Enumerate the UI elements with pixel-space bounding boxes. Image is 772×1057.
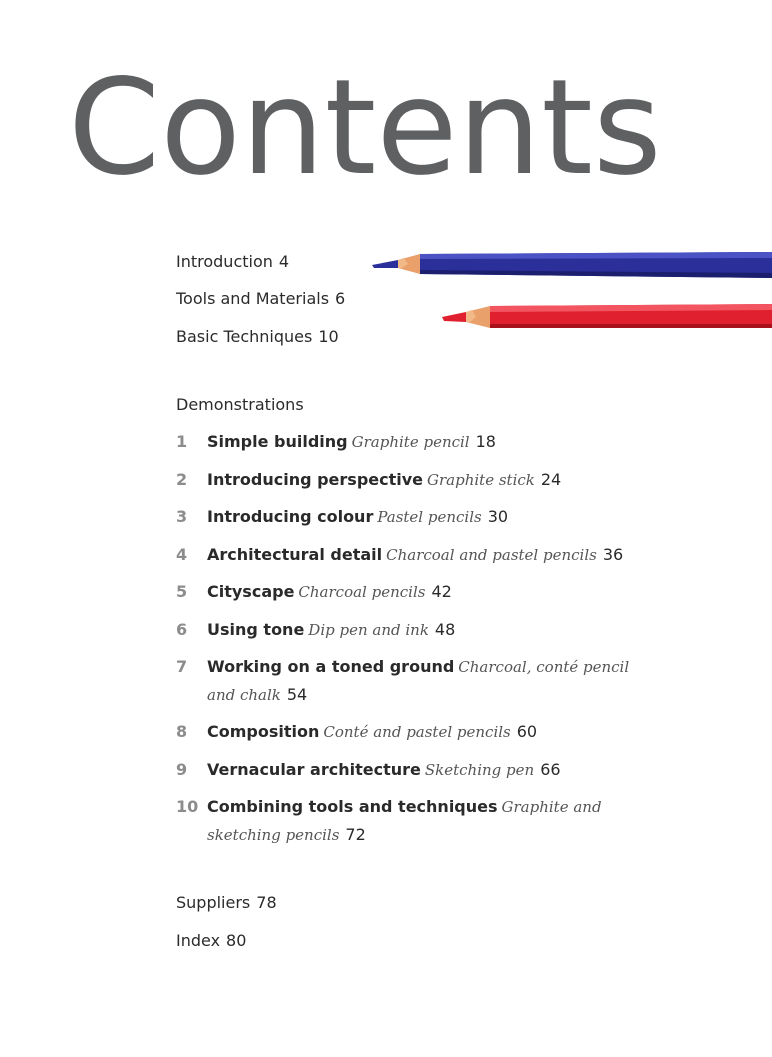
toc-entry-demonstration-7[interactable] [176, 653, 646, 709]
entry-label: Tools and Materials [176, 289, 330, 308]
toc-entry-demonstration-1[interactable] [176, 428, 646, 456]
toc-entry-introduction[interactable] [176, 252, 289, 272]
toc-entry-demonstration-9[interactable] [176, 756, 646, 784]
demonstration-title: Simple building [207, 432, 348, 451]
demonstration-number: 8 [176, 722, 188, 741]
entry-page-number: 78 [256, 893, 277, 912]
toc-entry-demonstration-5[interactable] [176, 578, 646, 606]
toc-entry-demonstration-10[interactable] [176, 793, 646, 849]
toc-entry-demonstration-8[interactable] [176, 718, 646, 746]
page-title: Contents [68, 51, 662, 205]
toc-entry-demonstration-3[interactable] [176, 503, 646, 531]
toc-entry-demonstration-2[interactable] [176, 466, 646, 494]
demonstration-title: Introducing perspective [207, 470, 424, 489]
demonstration-number: 2 [176, 470, 188, 489]
entry-page-number: 36 [602, 545, 624, 564]
entry-label: Basic Techniques [176, 327, 313, 346]
demonstration-number: 1 [176, 432, 188, 451]
demonstration-medium: Charcoal pencils [298, 583, 426, 601]
toc-entry-basic-techniques[interactable] [176, 327, 339, 347]
demonstration-medium: Charcoal and pastel pencils [386, 546, 597, 564]
toc-entry-demonstration-6[interactable] [176, 616, 646, 644]
entry-page-number: 18 [475, 432, 496, 451]
toc-entry-suppliers[interactable] [176, 893, 277, 913]
entry-page-number: 30 [487, 507, 509, 526]
entry-page-number: 54 [286, 685, 308, 704]
toc-entry-tools-and-materials[interactable] [176, 289, 345, 309]
entry-page-number: 60 [516, 722, 538, 741]
entry-page-number: 42 [431, 582, 452, 601]
demonstration-title: Combining tools and techniques [207, 797, 498, 816]
demonstration-title: Introducing colour [207, 507, 374, 526]
demonstration-medium: Graphite stick [427, 471, 535, 489]
entry-page-number: 24 [540, 470, 562, 489]
entry-label: Introduction [176, 252, 273, 271]
demonstration-medium: Graphite pencil [351, 433, 470, 451]
entry-label: Index [176, 931, 221, 950]
demonstration-title: Using tone [207, 620, 305, 639]
entry-page-number: 10 [318, 327, 339, 346]
demonstration-number: 5 [176, 582, 188, 601]
demonstration-medium: Dip pen and ink [308, 621, 429, 639]
demonstration-medium: Conté and pastel pencils [323, 723, 511, 741]
demonstration-title: Vernacular architecture [207, 760, 421, 779]
entry-page-number: 6 [335, 289, 346, 308]
demonstration-medium: Charcoal, conté pencil and chalk [207, 658, 630, 704]
coloured-pencils-illustration [360, 240, 772, 340]
demonstration-title: Working on a toned ground [207, 657, 455, 676]
toc-entry-index[interactable] [176, 931, 246, 951]
entry-page-number: 66 [540, 760, 561, 779]
demonstration-medium: Sketching pen [424, 761, 535, 779]
demonstration-number: 3 [176, 507, 188, 526]
demonstration-number: 9 [176, 760, 188, 779]
red-pencil-icon [442, 304, 772, 328]
entry-label: Suppliers [176, 893, 251, 912]
demonstration-medium: Graphite and sketching pencils [207, 798, 602, 844]
demonstration-title: Architectural detail [207, 545, 383, 564]
entry-page-number: 72 [345, 825, 366, 844]
demonstrations-heading: Demonstrations [176, 395, 304, 414]
entry-page-number: 48 [434, 620, 456, 639]
demonstration-medium: Pastel pencils [377, 508, 482, 526]
demonstration-title: Composition [207, 722, 320, 741]
demonstration-number: 7 [176, 657, 188, 676]
demonstration-title: Cityscape [207, 582, 295, 601]
entry-page-number: 4 [278, 252, 290, 271]
demonstration-number: 6 [176, 620, 188, 639]
demonstration-number: 4 [176, 545, 188, 564]
toc-entry-demonstration-4[interactable] [176, 541, 646, 569]
entry-page-number: 80 [226, 931, 247, 950]
blue-pencil-icon [372, 252, 772, 278]
demonstration-number: 10 [176, 797, 199, 816]
